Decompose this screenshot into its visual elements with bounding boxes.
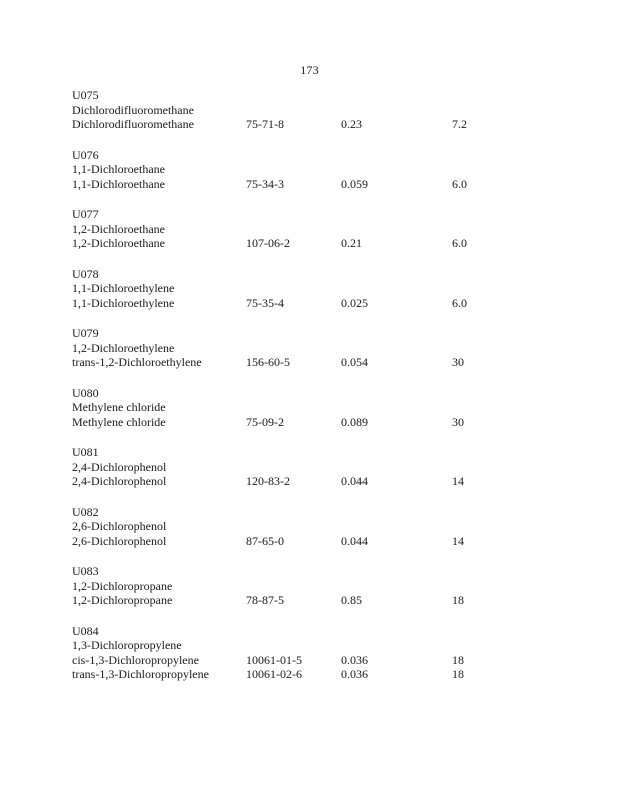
waste-code-line [0,207,619,222]
constituent-name: trans-1,3-Dichloropropylene [72,667,209,681]
waste-entry-u082 [0,505,619,549]
waste-name: 1,1-Dichloroethylene [72,281,175,295]
waste-name: 2,6-Dichlorophenol [72,519,167,533]
value-2: 6.0 [452,176,467,191]
value-2: 7.2 [452,117,467,131]
constituent-row [0,117,619,132]
waste-code-line [0,386,619,401]
value-1: 0.044 [341,474,368,488]
constituent-name: 2,4-Dichlorophenol [72,474,167,488]
cas-number: 78-87-5 [246,593,284,607]
waste-name: Dichlorodifluoromethane [72,102,194,117]
waste-code-line [0,505,619,520]
waste-name: 1,3-Dichloropropylene [72,638,182,652]
constituent-name: Dichlorodifluoromethane [72,117,194,131]
value-1: 0.23 [341,117,362,131]
waste-code: U080 [72,385,99,400]
waste-entry-u081 [0,445,619,489]
constituent-row [0,534,619,549]
value-2: 30 [452,355,464,369]
value-2: 14 [452,533,464,548]
waste-name: 1,1-Dichloroethane [72,162,165,176]
constituent-row [0,593,619,608]
waste-entry-u083 [0,564,619,608]
constituent-row [0,355,619,370]
waste-entry-u076 [0,148,619,192]
cas-number: 75-71-8 [246,117,284,131]
waste-code-line [0,624,619,639]
page-number: 173 [300,63,319,77]
constituent-row [0,177,619,192]
waste-name-line [0,341,619,356]
waste-code: U081 [72,445,99,459]
waste-code-line [0,445,619,460]
cas-number: 75-34-3 [246,176,284,191]
waste-code-line [0,148,619,163]
waste-name-line [0,162,619,177]
constituent-row [0,667,619,682]
waste-code: U084 [72,623,99,638]
cas-number: 156-60-5 [246,355,290,369]
value-2: 18 [452,667,464,681]
waste-entry-u084 [0,624,619,682]
waste-code-list [0,88,619,698]
constituent-name: 1,1-Dichloroethane [72,176,165,191]
waste-entry-u079 [0,326,619,370]
value-2: 18 [452,593,464,607]
waste-code: U076 [72,147,99,162]
waste-name: Methylene chloride [72,400,166,414]
constituent-name: cis-1,3-Dichloropropylene [72,652,199,667]
waste-name-line [0,222,619,237]
waste-code: U077 [72,207,99,221]
constituent-name: trans-1,2-Dichloroethylene [72,355,202,369]
cas-number: 107-06-2 [246,236,290,250]
waste-name-line [0,281,619,296]
constituent-name: 1,2-Dichloroethane [72,236,165,250]
waste-name: 1,2-Dichloropropane [72,578,173,593]
cas-number: 10061-01-5 [246,652,302,667]
constituent-row [0,415,619,430]
cas-number: 75-35-4 [246,295,284,310]
constituent-row [0,474,619,489]
waste-name-line [0,400,619,415]
cas-number: 10061-02-6 [246,667,302,681]
waste-code-line [0,564,619,579]
waste-entry-u077 [0,207,619,251]
value-2: 18 [452,652,464,667]
constituent-name: 1,1-Dichloroethylene [72,295,175,310]
constituent-row [0,653,619,668]
value-2: 6.0 [452,236,467,250]
waste-name: 1,2-Dichloroethylene [72,340,175,355]
value-1: 0.85 [341,593,362,607]
value-1: 0.044 [341,533,368,548]
waste-name: 2,4-Dichlorophenol [72,459,167,474]
value-1: 0.036 [341,652,368,667]
constituent-row [0,296,619,311]
waste-code: U075 [72,88,99,102]
value-1: 0.025 [341,295,368,310]
value-2: 6.0 [452,295,467,310]
cas-number: 120-83-2 [246,474,290,488]
value-1: 0.054 [341,355,368,369]
value-1: 0.089 [341,414,368,429]
waste-name-line [0,103,619,118]
waste-entry-u080 [0,386,619,430]
waste-name: 1,2-Dichloroethane [72,221,165,236]
waste-code: U082 [72,504,99,519]
cas-number: 87-65-0 [246,533,284,548]
value-1: 0.036 [341,667,368,681]
value-1: 0.059 [341,176,368,191]
waste-code-line [0,326,619,341]
constituent-name: 2,6-Dichlorophenol [72,533,167,548]
waste-name-line [0,460,619,475]
constituent-name: 1,2-Dichloropropane [72,593,173,607]
waste-code-line [0,267,619,282]
waste-name-line [0,638,619,653]
waste-name-line [0,579,619,594]
value-1: 0.21 [341,236,362,250]
value-2: 30 [452,414,464,429]
constituent-row [0,236,619,251]
value-2: 14 [452,474,464,488]
constituent-name: Methylene chloride [72,414,166,429]
cas-number: 75-09-2 [246,414,284,429]
waste-code: U083 [72,564,99,578]
waste-name-line [0,519,619,534]
waste-entry-u078 [0,267,619,311]
waste-code-line [0,88,619,103]
waste-code: U079 [72,326,99,340]
waste-entry-u075 [0,88,619,132]
waste-code: U078 [72,266,99,281]
